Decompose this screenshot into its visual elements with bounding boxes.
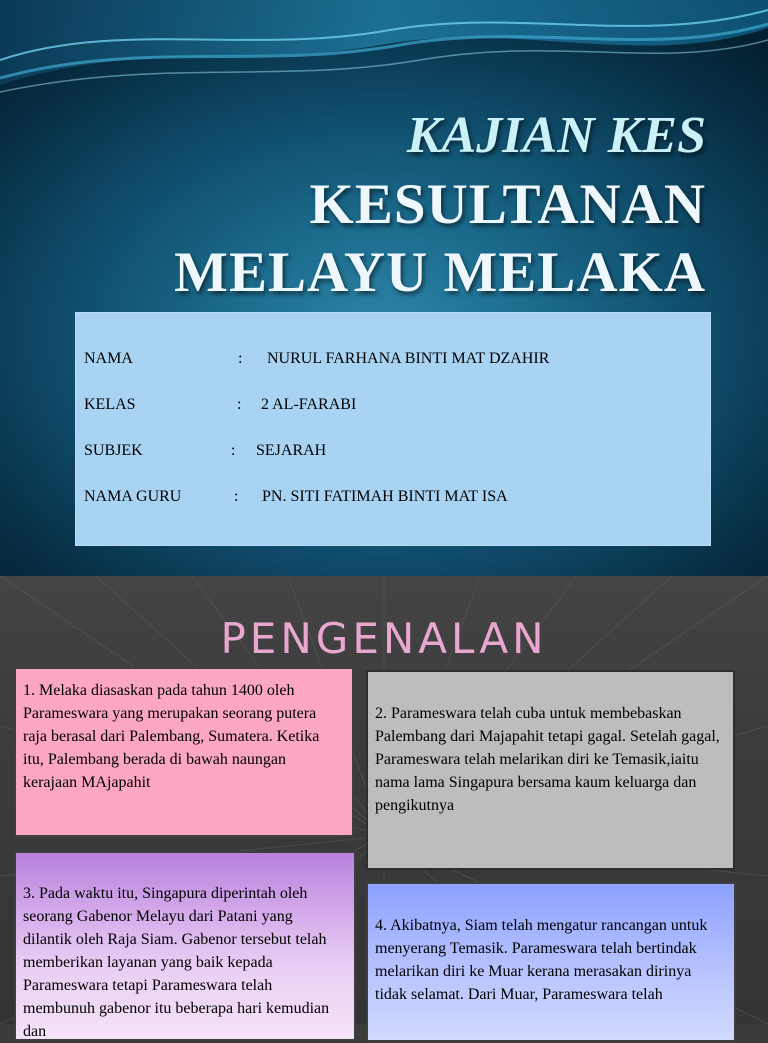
info-value: SEJARAH — [256, 442, 327, 459]
title-kajian-kes: KAJIAN KES — [406, 107, 706, 164]
info-separator: : — [231, 442, 236, 459]
info-value: NURUL FARHANA BINTI MAT DZAHIR — [267, 350, 550, 367]
title-melayu-melaka: MELAYU MELAKA — [174, 241, 706, 304]
info-value: 2 AL-FARABI — [261, 396, 357, 413]
info-separator: : — [237, 396, 242, 413]
title-kesultanan: KESULTANAN — [309, 173, 706, 236]
student-info-box — [75, 312, 711, 546]
intro-slide — [0, 576, 768, 1040]
info-label: NAMA GURU — [84, 488, 182, 505]
intro-card-1: 1. Melaka diasaskan pada tahun 1400 oleh Parameswara yang merupakan seorang putera raja berasal dari Palembang, Sumatera. Ketika itu, Palembang berada di bawah naungan kerajaan MAjapahit — [14, 667, 354, 837]
info-label: NAMA — [84, 350, 133, 367]
info-label: SUBJEK — [84, 442, 143, 459]
info-label: KELAS — [84, 396, 136, 413]
intro-card-3: 3. Pada waktu itu, Singapura diperintah oleh seorang Gabenor Melayu dari Patani yang dilantik oleh Raja Siam. Gabenor tersebut telah memberikan layanan yang baik kepada Parameswara tetapi Parameswara telah membunuh gabenor itu beberapa hari kemudian dan — [14, 851, 356, 1041]
info-value: PN. SITI FATIMAH BINTI MAT ISA — [262, 488, 508, 505]
intro-card-2: 2. Parameswara telah cuba untuk membebaskan Palembang dari Majapahit tetapi gagal. Setelah gagal, Parameswara telah melarikan diri ke Temasik,iaitu nama lama Singapura bersama kaum keluarga dan pengikutnya — [366, 670, 735, 870]
wave-decoration — [0, 0, 768, 110]
intro-card-4: 4. Akibatnya, Siam telah mengatur rancangan untuk menyerang Temasik. Parameswara telah bertindak melarikan diri ke Muar kerana merasakan dirinya tidak selamat. Dari Muar, Parameswara telah — [366, 882, 736, 1042]
info-separator: : — [238, 350, 243, 367]
info-separator: : — [234, 488, 239, 505]
section-heading: PENGENALAN — [220, 614, 548, 663]
